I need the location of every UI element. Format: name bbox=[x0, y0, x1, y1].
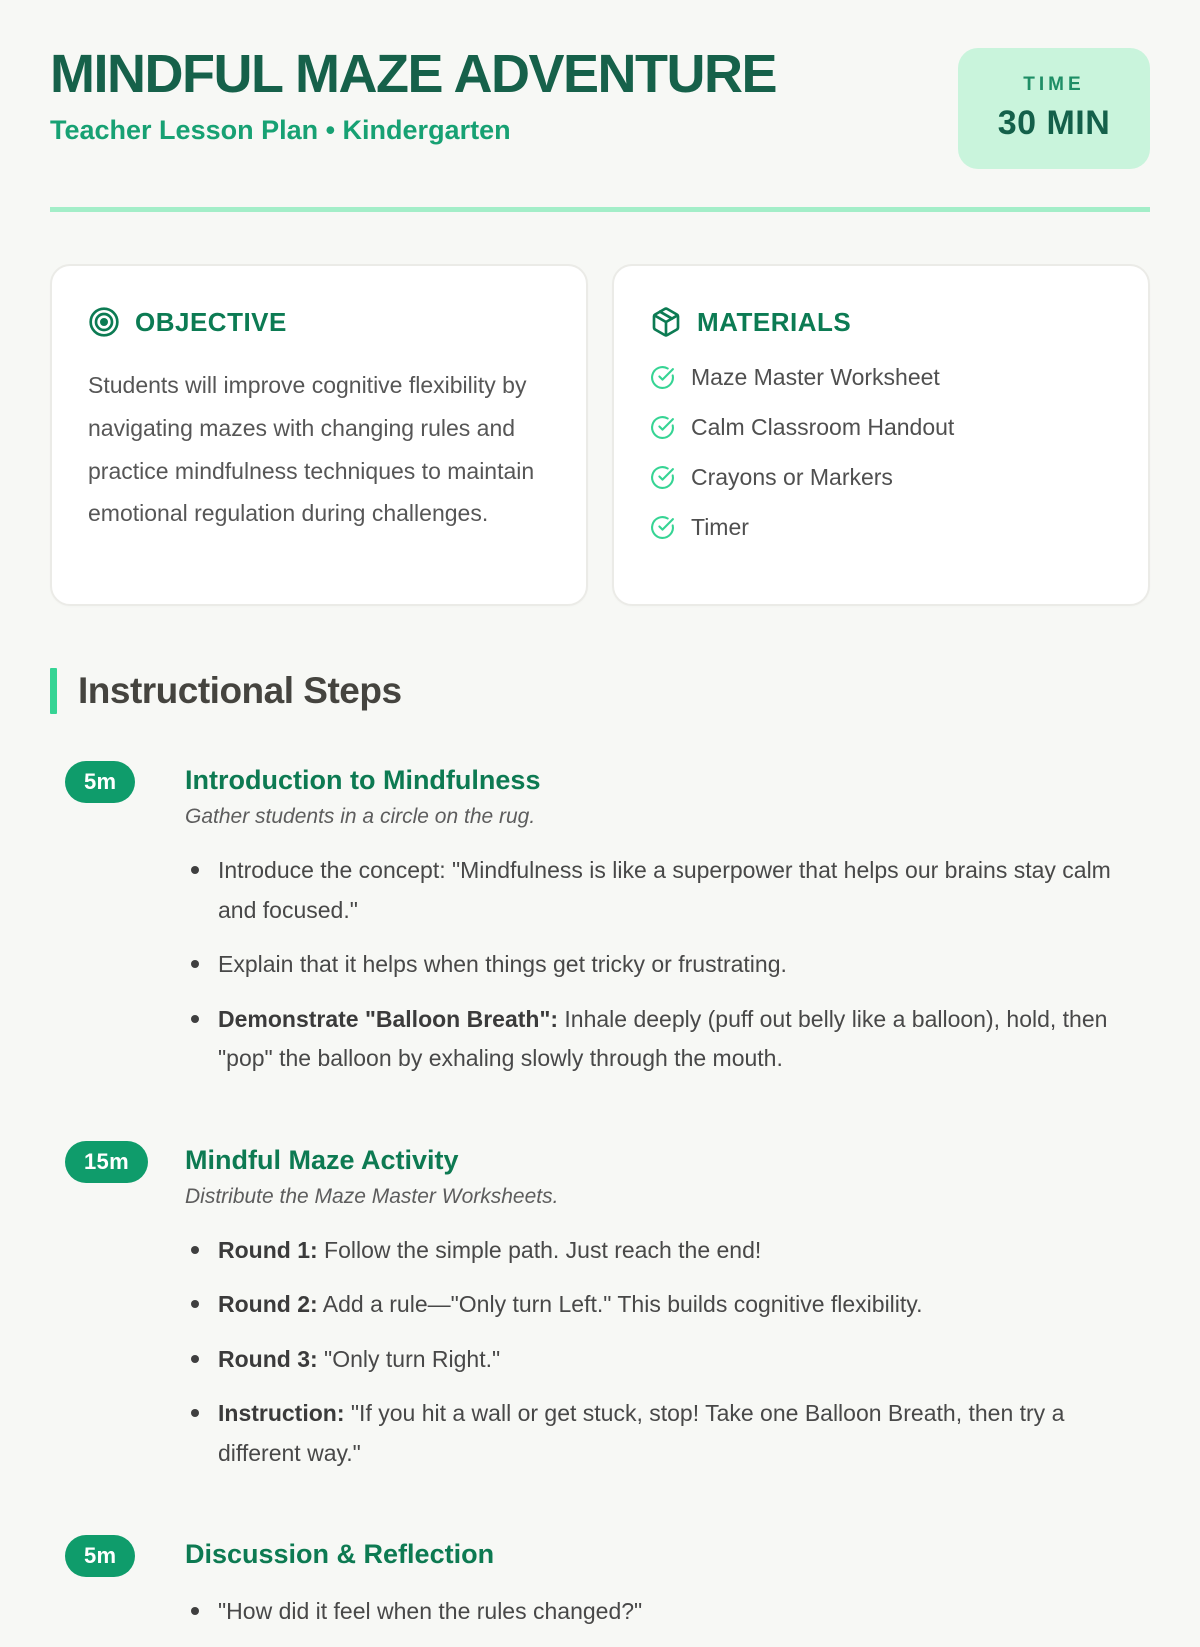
steps-heading: Instructional Steps bbox=[78, 670, 402, 711]
step-bullet: Explain that it helps when things get tricky or frustrating. bbox=[185, 945, 1150, 985]
accent-bar bbox=[50, 668, 57, 714]
objective-title: OBJECTIVE bbox=[135, 306, 287, 337]
material-label: Timer bbox=[691, 514, 749, 540]
step-bullets bbox=[185, 1592, 1150, 1632]
step-title: Discussion & Reflection bbox=[185, 1539, 495, 1570]
bullet-lead: Demonstrate "Balloon Breath": bbox=[218, 1005, 559, 1032]
page-title: MINDFUL MAZE ADVENTURE bbox=[50, 44, 776, 104]
steps-list bbox=[50, 760, 1150, 1647]
step-body bbox=[185, 760, 1150, 1094]
time-badge bbox=[958, 48, 1150, 169]
step-bullet: Round 3: "Only turn Right." bbox=[185, 1340, 1150, 1380]
bullet-lead: Round 1: bbox=[218, 1236, 318, 1263]
step-bullet: Instruction: "If you hit a wall or get stuck, stop! Take one Balloon Breath, then try a different way." bbox=[185, 1394, 1150, 1473]
material-item bbox=[650, 514, 1112, 541]
objective-card bbox=[50, 264, 588, 606]
info-cards bbox=[50, 264, 1150, 606]
check-circle-icon bbox=[650, 515, 675, 540]
material-label: Crayons or Markers bbox=[691, 464, 893, 490]
bullet-lead: Round 3: bbox=[218, 1345, 318, 1372]
step-body bbox=[185, 1534, 1150, 1647]
bullet-lead: Instruction: bbox=[218, 1400, 345, 1427]
step-bullet: Demonstrate "Balloon Breath": Inhale deeply (puff out belly like a balloon), hold, then "pop" the balloon by exhaling slowly through the mouth. bbox=[185, 1000, 1150, 1079]
material-item bbox=[650, 364, 1112, 391]
target-icon bbox=[88, 306, 120, 338]
objective-text: Students will improve cognitive flexibility by navigating mazes with changing rules and practice mindfulness techniques to maintain emotional regulation during challenges. bbox=[88, 372, 535, 527]
step-title: Mindful Maze Activity bbox=[185, 1144, 459, 1175]
step-badge-column bbox=[65, 1534, 185, 1647]
step-badge-column bbox=[65, 760, 185, 1094]
step-subtitle: Distribute the Maze Master Worksheets. bbox=[185, 1184, 559, 1208]
materials-list bbox=[650, 364, 1112, 541]
step-bullet: Round 1: Follow the simple path. Just reach the end! bbox=[185, 1231, 1150, 1271]
objective-card-header bbox=[88, 306, 550, 338]
package-icon bbox=[650, 306, 682, 338]
step-duration-badge: 15m bbox=[65, 1141, 148, 1183]
step-bullet: "How did it feel when the rules changed?" bbox=[185, 1592, 1150, 1632]
step-duration-badge: 5m bbox=[65, 1535, 135, 1577]
step-bullets bbox=[185, 851, 1150, 1079]
step bbox=[65, 1140, 1150, 1489]
header bbox=[50, 46, 1150, 169]
page-subtitle: Teacher Lesson Plan • Kindergarten bbox=[50, 114, 511, 145]
materials-title: MATERIALS bbox=[697, 306, 852, 337]
time-badge-label: TIME bbox=[1023, 74, 1085, 95]
step-subtitle: Gather students in a circle on the rug. bbox=[185, 805, 536, 828]
materials-card bbox=[612, 264, 1150, 606]
step-bullet: Introduce the concept: "Mindfulness is like a superpower that helps our brains stay calm and focused." bbox=[185, 851, 1150, 930]
step-body bbox=[185, 1140, 1150, 1489]
instructional-steps-section bbox=[50, 668, 1150, 1647]
step-bullets bbox=[185, 1231, 1150, 1474]
step-badge-column bbox=[65, 1140, 185, 1489]
time-badge-value: 30 MIN bbox=[997, 104, 1111, 142]
divider bbox=[50, 207, 1150, 212]
check-circle-icon bbox=[650, 465, 675, 490]
check-circle-icon bbox=[650, 365, 675, 390]
materials-card-header bbox=[650, 306, 1112, 338]
step bbox=[65, 760, 1150, 1094]
step bbox=[65, 1534, 1150, 1647]
step-bullet: Round 2: Add a rule—"Only turn Left." This builds cognitive flexibility. bbox=[185, 1285, 1150, 1325]
material-label: Calm Classroom Handout bbox=[691, 414, 955, 440]
section-heading bbox=[50, 668, 1150, 714]
bullet-lead: Round 2: bbox=[218, 1291, 318, 1318]
material-item bbox=[650, 464, 1112, 491]
material-item bbox=[650, 414, 1112, 441]
check-circle-icon bbox=[650, 415, 675, 440]
step-title: Introduction to Mindfulness bbox=[185, 765, 541, 795]
material-label: Maze Master Worksheet bbox=[691, 364, 940, 390]
step-duration-badge: 5m bbox=[65, 761, 135, 803]
header-titles bbox=[50, 46, 776, 146]
